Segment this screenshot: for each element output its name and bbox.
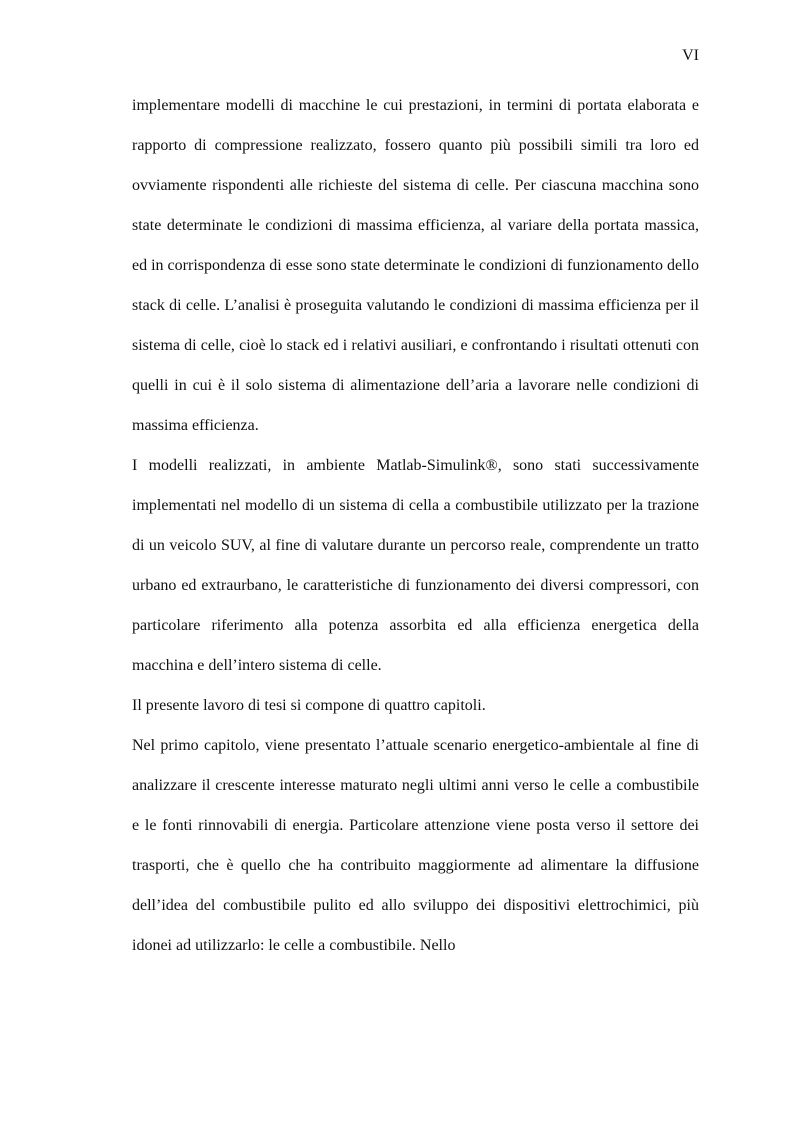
document-body	[132, 86, 699, 966]
paragraph: Nel primo capitolo, viene presentato l’attuale scenario energetico-ambientale al fine di analizzare il crescente interesse maturato negli ultimi anni verso le celle a combustibile e le fonti rinnovabili di energia. Particolare attenzione viene posta verso il settore dei trasporti, che è quello che ha contribuito maggiormente ad alimentare la diffusione dell’idea del combustibile pulito ed allo sviluppo dei dispositivi elettrochimici, più idonei ad utilizzarlo: le celle a combustibile. Nello	[132, 737, 699, 954]
paragraph: I modelli realizzati, in ambiente Matlab-Simulink®, sono stati successivamente implementati nel modello di un sistema di cella a combustibile utilizzato per la trazione di un veicolo SUV, al fine di valutare durante un percorso reale, comprendente un tratto urbano ed extraurbano, le caratteristiche di funzionamento dei diversi compressori, con particolare riferimento alla potenza assorbita ed alla efficienza energetica della macchina e dell’intero sistema di celle.	[132, 457, 699, 674]
page-number: VI	[682, 47, 699, 64]
paragraph: implementare modelli di macchine le cui prestazioni, in termini di portata elaborata e rapporto di compressione realizzato, fossero quanto più possibili simili tra loro ed ovviamente rispondenti alle richieste del sistema di celle. Per ciascuna macchina sono state determinate le condizioni di massima efficienza, al variare della portata massica, ed in corrispondenza di esse sono state determinate le condizioni di funzionamento dello stack di celle. L’analisi è proseguita valutando le condizioni di massima efficienza per il sistema di celle, cioè lo stack ed i relativi ausiliari, e confrontando i risultati ottenuti con quelli in cui è il solo sistema di alimentazione dell’aria a lavorare nelle condizioni di massima efficienza.	[132, 97, 699, 434]
paragraph: Il presente lavoro di tesi si compone di quattro capitoli.	[132, 697, 486, 714]
